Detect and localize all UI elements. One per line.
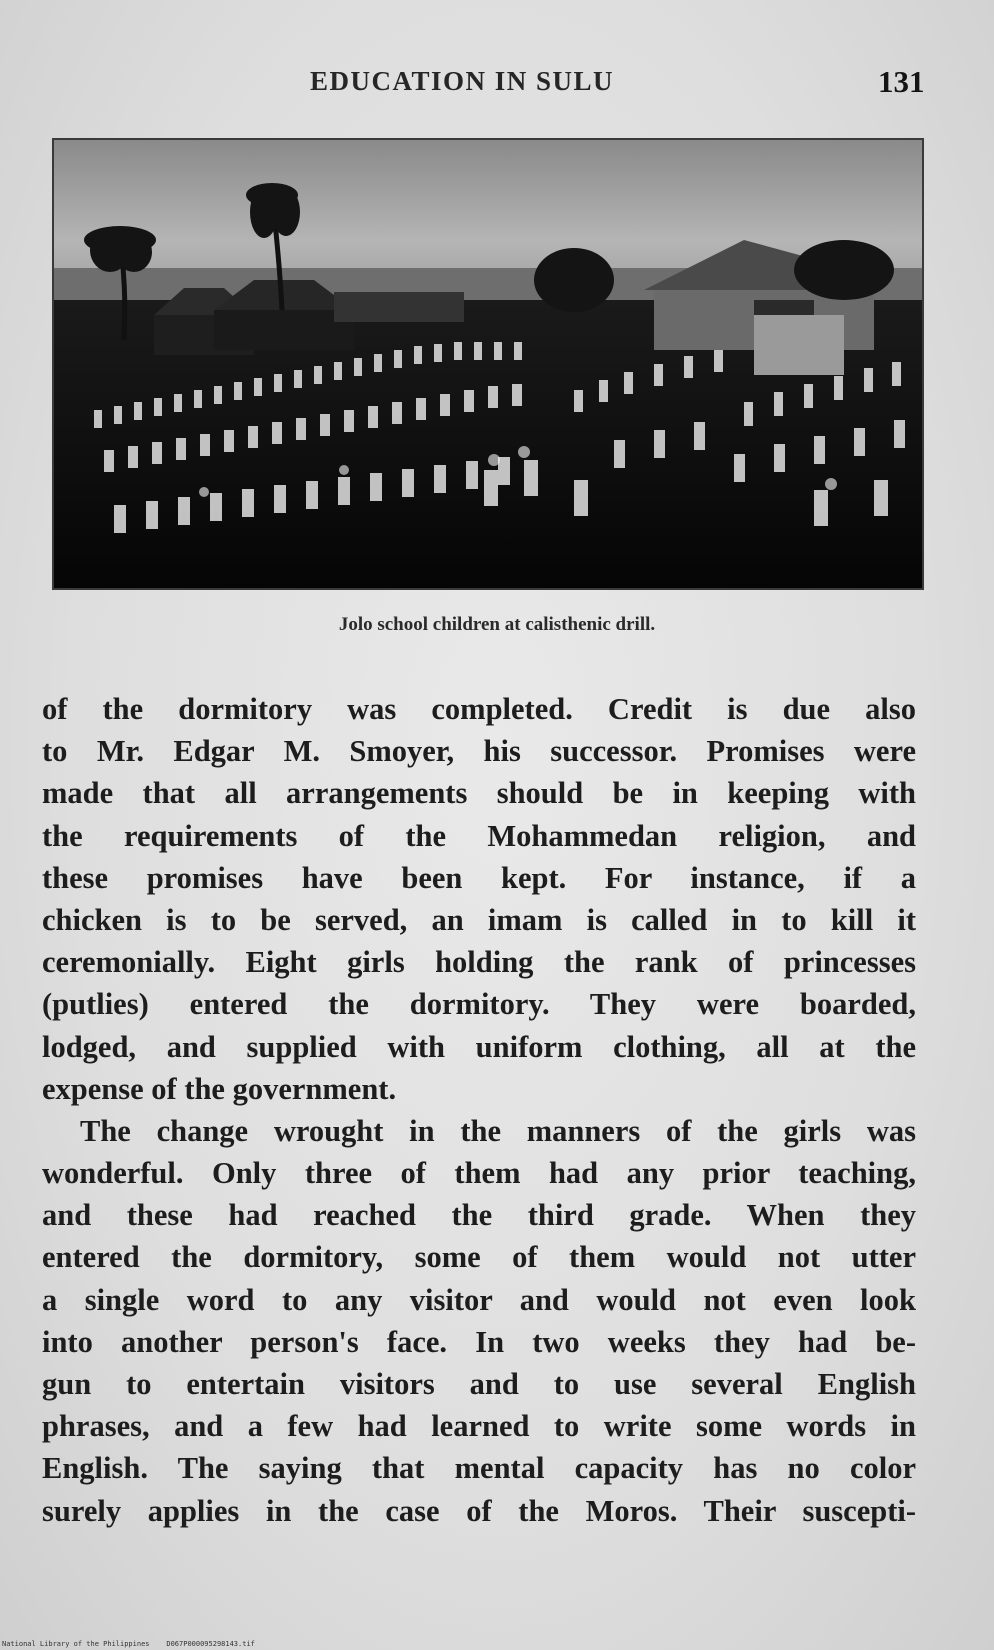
photo-illustration bbox=[54, 140, 922, 588]
text-line: the requirements of the Mohammedan religion, and bbox=[42, 818, 916, 853]
figure-caption: Jolo school children at calisthenic drill. bbox=[338, 614, 656, 635]
text-line: a single word to any visitor and would not even look bbox=[42, 1282, 916, 1317]
text-line: to Mr. Edgar M. Smoyer, his successor. Promises were bbox=[42, 734, 916, 769]
text-line: English. The saying that mental capacity has no color bbox=[42, 1451, 916, 1486]
text-line: lodged, and supplied with uniform clothing, all at the bbox=[42, 1029, 916, 1064]
scan-footer bbox=[2, 1640, 255, 1648]
text-line: phrases, and a few had learned to write some words in bbox=[42, 1409, 916, 1444]
text-line: surely applies in the case of the Moros. Their suscepti- bbox=[42, 1493, 916, 1528]
running-title: EDUCATION IN SULU bbox=[310, 66, 615, 96]
calisthenics-photo bbox=[52, 138, 924, 590]
footer-library: National Library of the Philippines bbox=[2, 1640, 150, 1648]
text-line: wonderful. Only three of them had any prior teaching, bbox=[42, 1156, 916, 1191]
text-line: these promises have been kept. For instance, if a bbox=[42, 860, 916, 895]
running-head bbox=[0, 62, 994, 102]
text-line: made that all arrangements should be in keeping with bbox=[42, 776, 916, 811]
footer-file-id: D067P000095298143.tif bbox=[166, 1640, 255, 1648]
text-line: expense of the government. bbox=[42, 1071, 397, 1106]
text-line: entered the dormitory, some of them would not utter bbox=[42, 1240, 916, 1275]
text-line: (putlies) entered the dormitory. They were boarded, bbox=[42, 987, 916, 1022]
page-number: 131 bbox=[878, 64, 925, 99]
text-line: and these had reached the third grade. When they bbox=[42, 1198, 916, 1233]
body-text bbox=[42, 688, 916, 1532]
text-line: of the dormitory was completed. Credit is due also bbox=[42, 692, 916, 726]
text-line: ceremonially. Eight girls holding the rank of princesses bbox=[42, 945, 916, 980]
text-line: into another person's face. In two weeks they had be- bbox=[42, 1324, 916, 1359]
text-line: The change wrought in the manners of the girls was bbox=[80, 1113, 916, 1148]
text-line: chicken is to be served, an imam is called in to kill it bbox=[42, 902, 916, 937]
text-line: gun to entertain visitors and to use several English bbox=[42, 1367, 916, 1401]
